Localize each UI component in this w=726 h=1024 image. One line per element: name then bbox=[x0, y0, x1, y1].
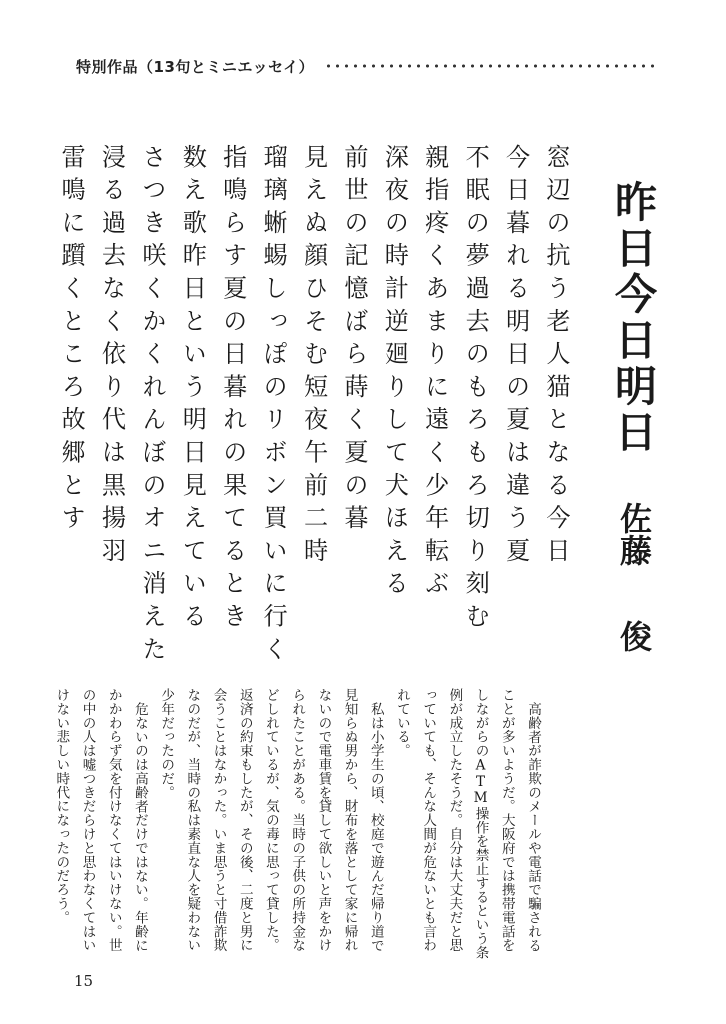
dotted-leader bbox=[324, 64, 660, 68]
haiku-sequence bbox=[51, 144, 576, 669]
haiku-line: 指鳴らす夏の日暮れの果てるとき bbox=[218, 144, 247, 636]
essay-paragraph: 高齢者が詐欺のメールや電話で騙されることが多いようだ。大阪府では携帯電話をしながらのATM操作を禁止するという条例が成立したそうだ。自分は大丈夫だと思っていても、そんな人間が危ないとも言われている。 bbox=[393, 688, 541, 960]
author-given-name: 俊 bbox=[615, 620, 653, 652]
haiku-line: さつき咲くかくれんぼのオニ消えた bbox=[137, 144, 166, 669]
work-title: 昨日今日明日 bbox=[609, 180, 658, 456]
haiku-line: 見えぬ顔ひそむ短夜午前二時 bbox=[299, 144, 328, 571]
haiku-line: 深夜の時計逆廻りして犬ほえる bbox=[380, 144, 409, 604]
mini-essay bbox=[48, 688, 546, 962]
haiku-line: 雷鳴に躓くところ故郷とす bbox=[57, 144, 86, 538]
haiku-line: 窓辺の抗う老人猫となる今日 bbox=[542, 144, 570, 571]
essay-paragraph: 私は小学生の頃、校庭で遊んだ帰り道で見知らぬ男から、財布を落として家に帰れないので電車賃を貸して欲しいと声をかけられたことがある。当時の子供の所持金などしれているが、気の毒に思って貸した。返済の約束もしたが、その後、二度と男に会うことはなかった。いま思うと寸借詐欺なのだが、当時の私は素直な人を疑わない少年だったのだ。 bbox=[158, 688, 384, 953]
haiku-line: 瑠璃蜥蜴しっぽのリボン買いに行く bbox=[259, 144, 288, 669]
haiku-line: 前世の記憶ばら蒔く夏の暮 bbox=[339, 144, 368, 538]
running-header bbox=[76, 54, 660, 78]
section-title: 特別作品（13句とミニエッセイ） bbox=[76, 57, 315, 76]
essay-paragraph: 危ないのは高齢者だけではない。年齢にかかわらず気を付けなくてはいけない。世の中の人は嘘つきだらけと思わなくてはいけない悲しい時代になったのだろう。 bbox=[53, 688, 148, 953]
page-number: 15 bbox=[74, 972, 94, 990]
author-surname: 佐藤 bbox=[615, 502, 653, 566]
haiku-line: 親指疼くあまりに遠く少年転ぶ bbox=[420, 144, 449, 604]
haiku-line: 今日暮れる明日の夏は違う夏 bbox=[501, 144, 530, 571]
haiku-line: 浸る過去なく依り代は黒揚羽 bbox=[97, 144, 126, 571]
haiku-line: 数え歌昨日という明日見えている bbox=[178, 144, 207, 636]
haiku-line: 不眠の夢過去のもろもろ切り刻む bbox=[461, 144, 490, 636]
